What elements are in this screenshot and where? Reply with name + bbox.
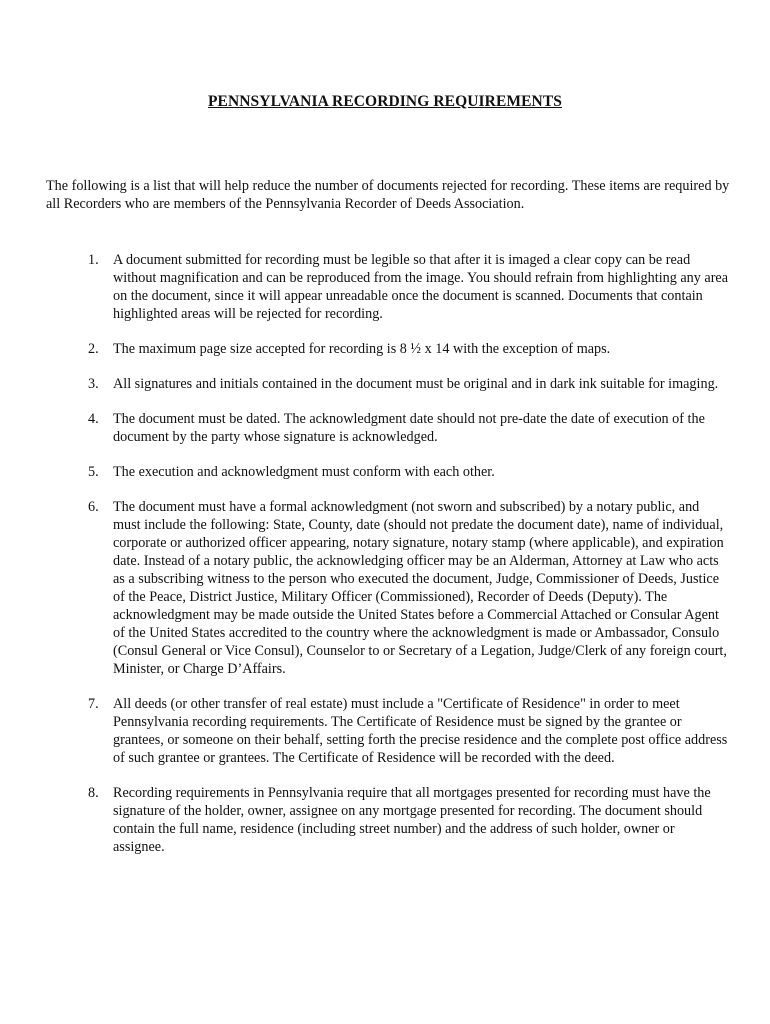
requirement-text: Recording requirements in Pennsylvania require that all mortgages presented for recording must have the signature of the holder, owner, assignee on any mortgage presented for recording. The document should contain the full name, residence (including street number) and the address of such holder, owner or assignee. <box>113 785 711 855</box>
requirement-number: 2. <box>88 341 99 357</box>
requirement-text: All signatures and initials contained in the document must be original and in dark ink suitable for imaging. <box>113 376 719 392</box>
requirement-number: 1. <box>88 252 99 268</box>
requirement-text: A document submitted for recording must be legible so that after it is imaged a clear copy can be read without magnification and can be reproduced from the image. You should refrain from highlighting any area on the document, since it will appear unreadable once the document is scanned. Documents that contain highlighted areas will be rejected for recording. <box>113 252 729 322</box>
requirement-text: The document must be dated. The acknowledgment date should not pre-date the date of execution of the document by the party whose signature is acknowledged. <box>113 411 705 445</box>
requirement-item-1 <box>0 251 770 323</box>
requirement-text: The execution and acknowledgment must conform with each other. <box>113 464 495 480</box>
requirement-number: 8. <box>88 785 99 801</box>
requirement-text: The document must have a formal acknowledgment (not sworn and subscribed) by a notary public, and must include the following: State, County, date (should not predate the document date), name of individual, corporate or authorized officer appearing, notary signature, notary stamp (where applicable), and expiration date. Instead of a notary public, the acknowledging officer may be an Alderman, Attorney at Law who acts as a subscribing witness to the person who executed the document, Judge, Commissioner of Deeds, Justice of the Peace, District Justice, Military Officer (Commissioned), Recorder of Deeds (Deputy). The acknowledgment may be made outside the United States before a Commercial Attached or Consular Agent of the United States accredited to the country where the acknowledgment is made or Ambassador, Consulo (Consul General or Vice Consul), Counselor to or Secretary of a Legation, Judge/Clerk of any foreign court, Minister, or Charge D’Affairs. <box>113 499 727 677</box>
requirement-item-2 <box>0 340 770 358</box>
requirement-number: 5. <box>88 464 99 480</box>
requirement-item-4 <box>0 410 770 446</box>
requirement-item-6 <box>0 498 770 678</box>
requirement-item-3 <box>0 375 770 393</box>
requirement-number: 4. <box>88 411 99 427</box>
requirement-text: The maximum page size accepted for recording is 8 ½ x 14 with the exception of maps. <box>113 341 611 357</box>
requirement-number: 7. <box>88 696 99 712</box>
requirement-number: 6. <box>88 499 99 515</box>
page-title: PENNSYLVANIA RECORDING REQUIREMENTS <box>207 93 563 110</box>
requirement-number: 3. <box>88 376 99 392</box>
requirement-text: All deeds (or other transfer of real estate) must include a "Certificate of Residence" in order to meet Pennsylvania recording requirements. The Certificate of Residence must be signed by the grantee or grantees, or someone on their behalf, setting forth the precise residence and the complete post office address of such grantee or grantees. The Certificate of Residence will be recorded with the deed. <box>113 696 728 766</box>
requirement-item-7 <box>0 695 770 767</box>
requirement-item-5 <box>0 463 770 481</box>
requirements-list <box>0 251 770 873</box>
requirement-item-8 <box>0 784 770 856</box>
intro-paragraph: The following is a list that will help reduce the number of documents rejected for recording. These items are required by all Recorders who are members of the Pennsylvania Recorder of Deeds Association. <box>46 178 730 212</box>
